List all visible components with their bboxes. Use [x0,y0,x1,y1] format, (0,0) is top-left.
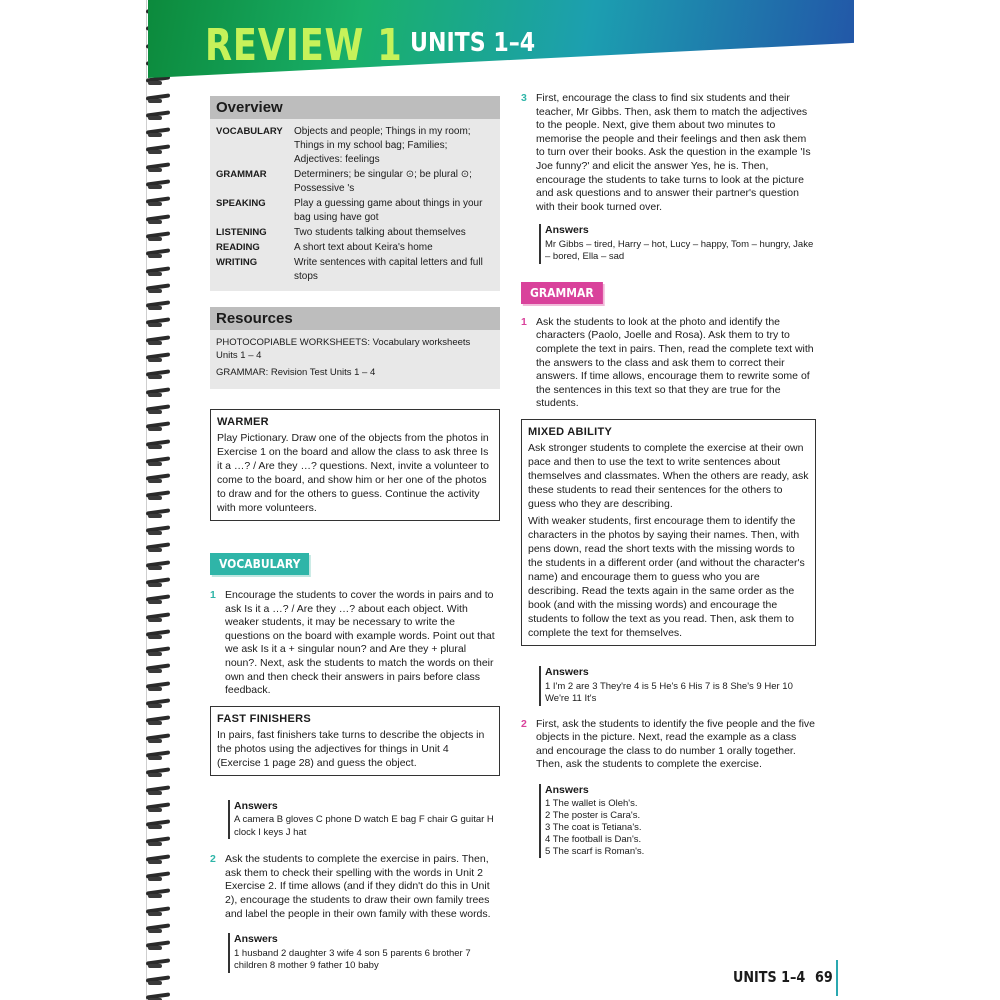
answer-item: 3 The coat is Tetiana's. [545,822,642,834]
resources-box [210,307,500,389]
spiral-binding [0,0,176,1000]
overview-row [216,168,494,196]
vocab-answers-3 [539,224,816,264]
exercise-number: 2 [521,717,527,730]
spiral-coil [146,527,172,536]
grammar-exercise-1 [521,316,816,411]
exercise-text: Encourage the students to cover the words in pairs and to ask Is it a …? / Are they …? about each object. With weaker students, it may be necessary to write the questions on the board with example words. Point out that we ask Is it a + singular noun? and Are they + plural noun?. Next, ask the students to match the words on their own and then check their answers in pairs before class feedback. [225,589,495,697]
spiral-coil [146,942,172,951]
answers-text: A camera B gloves C phone D watch E bag F chair G guitar H clock I keys J hat [234,814,494,838]
grammar-tag: GRAMMAR [521,282,603,304]
overview-row [216,226,494,240]
overview-title: Overview [210,96,500,119]
page-number: 69 [815,968,833,986]
spiral-coil [146,181,172,190]
answers-text: 1 I'm 2 are 3 They're 4 is 5 He's 6 His 7 is 8 She's 9 Her 10 We're 11 It's [545,680,793,704]
answers-title: Answers [234,799,278,812]
answer-item: 1 The wallet is Oleh's. [545,798,638,810]
mixed-ability-title: MIXED ABILITY [528,426,613,438]
overview-value: Two students talking about themselves [294,227,466,238]
spiral-coil [146,406,172,415]
spiral-coil [146,250,172,259]
overview-key: VOCABULARY [216,126,283,137]
mixed-ability-p1: Ask stronger students to complete the exercise at their own pace and then to use the text to write sentences about themselves and classmates. When the others are ready, ask these students to read their sentences for the others to guess who they are describing. [528,442,809,510]
spiral-coil [146,925,172,934]
resources-grammar: GRAMMAR: Revision Test Units 1 – 4 [216,367,376,378]
spiral-coil [146,890,172,899]
answers-title: Answers [545,666,589,678]
vocab-exercise-3 [521,92,816,214]
spiral-coil [146,112,172,121]
overview-row [216,256,494,284]
warmer-text: Play Pictionary. Draw one of the objects from the photos in Exercise 1 on the board and allow the class to ask three Is it a …? / Are they …? questions. Next, invite a volunteer to come to the board, and show him or her one of the photos to draw and for the others to guess. Continue the activity with more volunteers. [217,432,489,514]
spiral-coil [146,233,172,242]
answer-item: 2 The poster is Cara's. [545,810,641,822]
spiral-coil [146,216,172,225]
exercise-number: 2 [210,853,216,866]
spiral-coil [146,856,172,865]
spiral-coil [146,129,172,138]
overview-key: LISTENING [216,227,267,238]
exercise-text: Ask the students to complete the exercise in pairs. Then, ask them to check their spelling with the words in Unit 2 Exercise 2. If time allows (and if they didn't do this in Unit 2), encourage the students to draw their own family trees and label the people in their own family with these words. [225,853,491,920]
footer-rule [836,960,838,996]
spiral-coil [146,700,172,709]
grammar-exercise-2 [521,718,816,772]
exercise-text: First, ask the students to identify the five people and the five objects in the picture. Next, read the example as a class and encourage the class to do number 1 orally together. Then, ask the students to complete the exercise. [536,717,815,771]
overview-value: Play a guessing game about things in your bag using have got [294,198,483,223]
spiral-coil [146,510,172,519]
mixed-ability-p2: With weaker students, first encourage them to identify the characters in the photos by saying their names. Then, with pens down, read the short texts with the missing words to the students in a different order (and without the character's name) and encourage them to guess who you are describing. Read the texts again in the same order as the book (and with the missing words) and encourage the students to follow the text as you read. Then, ask them to complete the text for themselves. [528,515,805,639]
fast-finishers-text: In pairs, fast finishers take turns to describe the objects in the photos using the adjectives for things in Unit 4 (Exercise 1 page 28) and guess the object. [217,728,485,769]
overview-row [216,197,494,225]
spiral-coil [146,717,172,726]
spiral-coil [146,562,172,571]
overview-value: Determiners; be singular ⊙; be plural ⊙; Possessive 's [294,169,472,194]
overview-value: Write sentences with capital letters and full stops [294,257,483,282]
spiral-coil [146,164,172,173]
overview-rows [216,125,494,284]
spiral-coil [146,838,172,847]
vocab-answers-2 [228,933,500,973]
spiral-coil [146,77,172,86]
review-title: REVIEW 1 [205,20,403,71]
answers-text: Mr Gibbs – tired, Harry – hot, Lucy – happy, Tom – hungry, Jake – bored, Ella – sad [545,238,814,263]
spiral-coil [146,804,172,813]
overview-key: WRITING [216,257,258,268]
vocab-answers-1 [228,800,500,840]
spiral-coil [146,752,172,761]
spiral-coil [146,285,172,294]
vocab-exercise-2 [210,853,500,921]
mixed-ability-box [521,419,816,646]
spiral-coil [146,544,172,553]
units-subtitle: UNITS 1–4 [410,28,536,58]
footer-units: UNITS 1–4 [733,968,806,986]
answers-title: Answers [545,783,589,796]
fast-finishers-box [210,706,500,776]
vocab-exercise-1 [210,589,500,698]
warmer-box [210,409,500,521]
grammar-answers-1 [539,666,816,706]
answer-item: 5 The scarf is Roman's. [545,846,645,858]
spiral-coil [146,95,172,104]
spiral-coil [146,423,172,432]
overview-value: A short text about Keira's home [294,242,433,253]
exercise-number: 3 [521,92,527,104]
overview-value: Objects and people; Things in my room; Things in my school bag; Families; Adjectives: feelings [294,126,471,165]
left-column [210,96,500,973]
spiral-coil [146,337,172,346]
spiral-coil [146,994,172,1000]
spiral-coil [146,146,172,155]
spiral-coil [146,683,172,692]
resources-title: Resources [210,307,500,330]
overview-row [216,125,494,167]
spiral-coil [146,787,172,796]
overview-key: READING [216,242,260,253]
spiral-coil [146,631,172,640]
exercise-text: First, encourage the class to find six students and their teacher, Mr Gibbs. Then, ask them to match the adjectives to the people. Next, give them about two minutes to memorise the people and their feelings and then ask them to turn over their books. Ask the question in the example 'Is Joe funny?' and elicit the answer Yes, he is. Then, encourage the students to take turns to look at the picture and ask questions and to answer their partner's question with their book turned over. [536,92,811,213]
warmer-title: WARMER [217,416,269,428]
spiral-coil [146,735,172,744]
spiral-coil [146,389,172,398]
spiral-coil [146,302,172,311]
answers-list [545,798,816,858]
spiral-coil [146,977,172,986]
spiral-coil [146,614,172,623]
grammar-answers-2 [539,784,816,859]
answer-item: 4 The football is Dan's. [545,834,642,846]
overview-box [210,96,500,291]
spiral-coil [146,873,172,882]
vocabulary-tag: VOCABULARY [210,553,309,575]
spiral-coil [146,960,172,969]
answers-text: 1 husband 2 daughter 3 wife 4 son 5 parents 6 brother 7 children 8 mother 9 father 10 baby [234,947,471,972]
answers-title: Answers [545,224,589,237]
exercise-number: 1 [210,589,216,601]
fast-finishers-title: FAST FINISHERS [217,712,312,725]
spiral-coil [146,354,172,363]
overview-key: GRAMMAR [216,169,267,180]
spiral-coil [146,441,172,450]
spiral-coil [146,475,172,484]
spiral-coil [146,268,172,277]
spiral-coil [146,908,172,917]
exercise-number: 1 [521,315,527,328]
spiral-coil [146,596,172,605]
right-column [521,92,816,858]
exercise-text: Ask the students to look at the photo and identify the characters (Paolo, Joelle and Rosa). Ask them to try to complete the text in pairs. Then, read the complete text with the answers to the class and ask them to correct their answers. If time allows, encourage them to rewrite some of the sentences in this text so that they are true for the students. [536,315,814,410]
spiral-coil [146,458,172,467]
spiral-coil [146,821,172,830]
spiral-coil [146,371,172,380]
spiral-coil [146,492,172,501]
spiral-coil [146,648,172,657]
spiral-coil [146,769,172,778]
resources-worksheets: PHOTOCOPIABLE WORKSHEETS: Vocabulary worksheets Units 1 – 4 [216,337,471,361]
spiral-coil [146,319,172,328]
overview-key: SPEAKING [216,198,266,209]
spiral-coil [146,198,172,207]
spiral-coil [146,665,172,674]
overview-row [216,241,494,255]
answers-title: Answers [234,933,278,946]
spiral-coil [146,579,172,588]
